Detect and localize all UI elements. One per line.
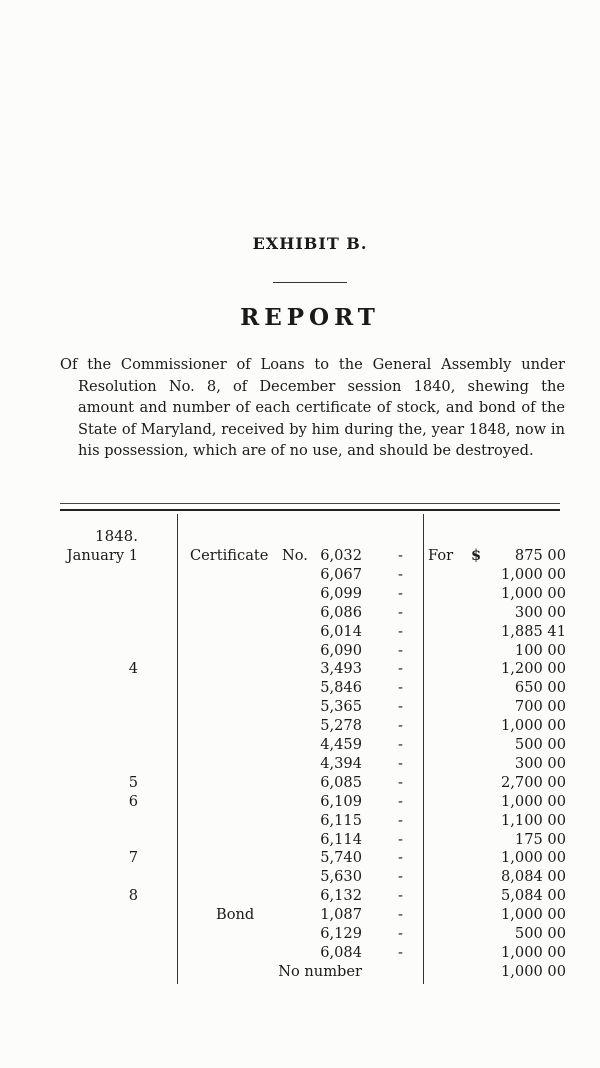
- row-amount: 8,084 00: [501, 868, 566, 886]
- row-amount: 1,100 00: [501, 811, 566, 829]
- table-row: [0, 773, 600, 792]
- leader-dash: -: [398, 887, 403, 905]
- row-number: 4,394: [320, 754, 362, 772]
- row-number: 4,459: [320, 736, 362, 753]
- leader-dash: -: [398, 622, 403, 640]
- row-number: 6,084: [320, 943, 362, 961]
- table-row: [0, 962, 600, 981]
- table-row: [0, 943, 600, 962]
- table-row: [0, 659, 600, 678]
- table-row: [0, 905, 600, 924]
- row-number: 5,278: [320, 717, 362, 735]
- table-row: [0, 678, 600, 697]
- row-number: 5,365: [320, 698, 362, 716]
- leader-dash: -: [398, 792, 403, 810]
- row-amount: 875 00: [514, 547, 566, 564]
- row-date: 5: [128, 773, 138, 791]
- row-amount: 500 00: [514, 736, 566, 753]
- table-row: [0, 830, 600, 849]
- leader-dash: -: [398, 811, 403, 829]
- report-title: REPORT: [240, 304, 380, 331]
- row-amount: 300 00: [514, 603, 566, 621]
- table-row: [0, 886, 600, 905]
- leader-dash: -: [398, 717, 403, 735]
- leader-dash: -: [398, 547, 403, 564]
- row-amount: 1,000 00: [501, 565, 566, 583]
- leader-dash: -: [398, 773, 403, 791]
- table-row: [0, 811, 600, 830]
- row-number: 6,014: [320, 622, 362, 640]
- leader-dash: -: [398, 754, 403, 772]
- table-row: [0, 754, 600, 773]
- row-number: 6,114: [320, 830, 362, 848]
- leader-dash: -: [398, 943, 403, 961]
- for-label: For: [428, 547, 454, 564]
- row-amount: 2,700 00: [501, 773, 566, 791]
- row-date: 8: [128, 887, 138, 905]
- row-number: 3,493: [320, 660, 362, 678]
- table-row: [0, 867, 600, 886]
- row-amount: 1,000 00: [501, 962, 566, 980]
- row-number: 6,115: [320, 811, 362, 829]
- leader-dash: -: [398, 641, 403, 659]
- table-row: [0, 716, 600, 735]
- row-amount: 650 00: [514, 679, 566, 697]
- row-amount: 1,000 00: [501, 906, 566, 924]
- row-number: 6,085: [320, 773, 362, 791]
- row-number: 6,086: [320, 603, 362, 621]
- dollar-sign: $: [471, 547, 482, 564]
- row-number: 6,132: [320, 887, 362, 905]
- row-date: 6: [128, 792, 138, 810]
- report-description: Of the Commissioner of Loans to the General Assembly under Resolution No. 8, of December session 1840, shewing the amount and number of each certificate of stock, and bond of the State of Maryland, received by him during the, year 1848, now in his possession, which are of no use, and should be destroyed.: [60, 356, 565, 460]
- row-number: 6,067: [320, 565, 362, 583]
- table-row: [0, 924, 600, 943]
- row-kind: Certificate: [190, 547, 269, 564]
- row-amount: 5,084 00: [501, 887, 566, 905]
- row-amount: 175 00: [514, 830, 566, 848]
- table-top-rule: [60, 503, 560, 504]
- row-amount: 1,000 00: [501, 792, 566, 810]
- table-year: 1848.: [95, 527, 138, 545]
- row-number: 6,090: [320, 641, 362, 659]
- row-number: No number: [278, 962, 362, 980]
- leader-dash: -: [398, 830, 403, 848]
- row-amount: 1,000 00: [501, 717, 566, 735]
- no-label: No.: [282, 547, 308, 564]
- leader-dash: -: [398, 925, 403, 942]
- title-divider: [273, 282, 347, 283]
- table-row: [0, 641, 600, 660]
- leader-dash: -: [398, 679, 403, 697]
- table-row: [0, 792, 600, 811]
- row-amount: 1,000 00: [501, 943, 566, 961]
- table-row: [0, 622, 600, 641]
- row-amount: 700 00: [514, 698, 566, 716]
- exhibit-title: EXHIBIT B.: [252, 234, 368, 253]
- row-number: 1,087: [320, 906, 362, 924]
- row-number: 5,740: [320, 849, 362, 867]
- row-amount: 1,000 00: [501, 584, 566, 602]
- leader-dash: -: [398, 660, 403, 678]
- row-number: 6,032: [320, 547, 362, 564]
- row-date: 7: [128, 849, 138, 867]
- table-row: [0, 546, 600, 565]
- row-amount: 500 00: [514, 925, 566, 942]
- row-number: 5,846: [320, 679, 362, 697]
- table-top-rule-thick: [60, 509, 560, 511]
- leader-dash: -: [398, 603, 403, 621]
- leader-dash: -: [398, 565, 403, 583]
- leader-dash: -: [398, 736, 403, 753]
- table-row: [0, 584, 600, 603]
- table-row: [0, 848, 600, 867]
- table-row: [0, 603, 600, 622]
- row-date: 4: [128, 660, 138, 678]
- leader-dash: -: [398, 849, 403, 867]
- row-amount: 1,885 41: [501, 622, 566, 640]
- row-number: 6,129: [320, 925, 362, 942]
- leader-dash: -: [398, 868, 403, 886]
- row-number: 6,099: [320, 584, 362, 602]
- row-amount: 300 00: [514, 754, 566, 772]
- table-row: [0, 565, 600, 584]
- leader-dash: -: [398, 698, 403, 716]
- row-amount: 1,000 00: [501, 849, 566, 867]
- row-number: 5,630: [320, 868, 362, 886]
- leader-dash: -: [398, 906, 403, 924]
- table-row: [0, 735, 600, 754]
- row-amount: 1,200 00: [501, 660, 566, 678]
- row-date: January 1: [66, 547, 138, 564]
- leader-dash: -: [398, 584, 403, 602]
- row-kind: Bond: [216, 906, 255, 924]
- row-number: 6,109: [320, 792, 362, 810]
- row-amount: 100 00: [514, 641, 566, 659]
- table-row: [0, 697, 600, 716]
